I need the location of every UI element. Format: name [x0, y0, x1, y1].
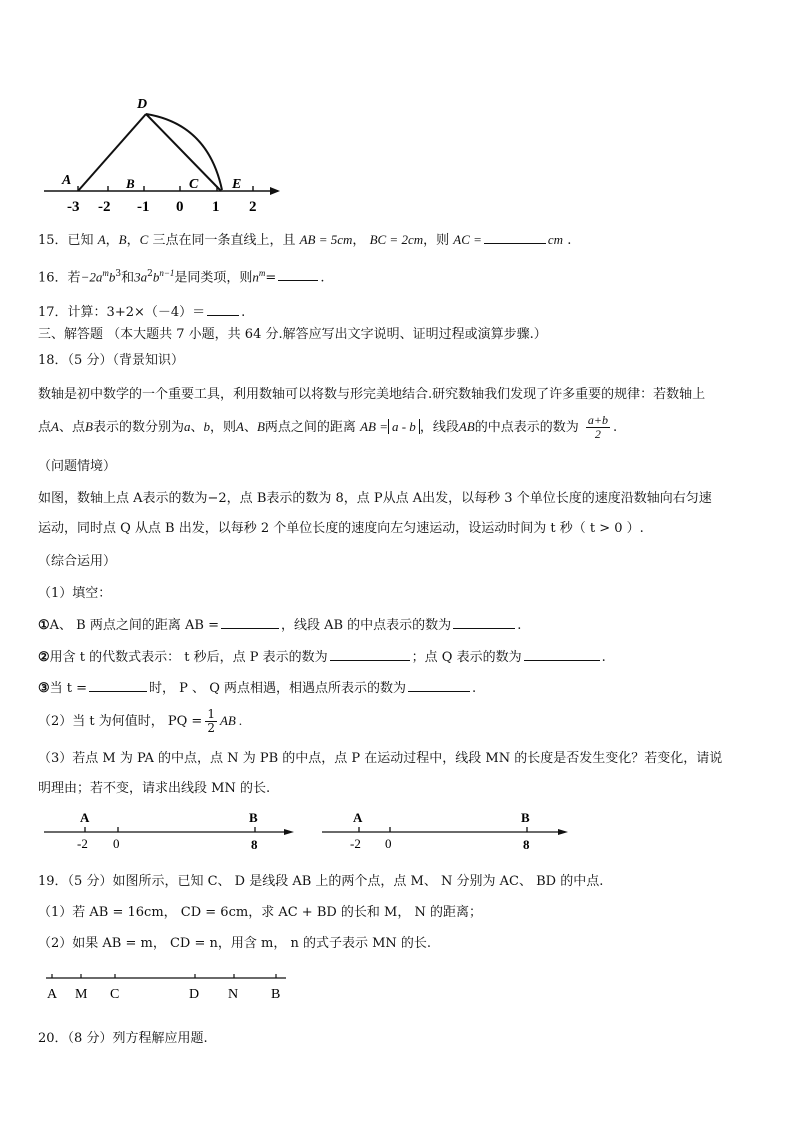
q16-text-2: 是同类项，则 [174, 270, 253, 286]
nl1-label-b: B [249, 810, 258, 825]
q15-eq-ac: AC = [453, 232, 482, 247]
q18-p2-text-6: ，线段 [419, 420, 459, 435]
q16-term2-exp2: n−1 [159, 268, 175, 278]
question-17 [38, 301, 245, 322]
q16-number: 16． [38, 270, 68, 286]
fig-label-D: D [137, 97, 148, 112]
nl2-tick-n2: -2 [350, 836, 361, 851]
q18-p2-ab-eq: AB = [360, 419, 388, 434]
circle-num-1: ① [38, 618, 50, 633]
q17-answer-blank[interactable] [207, 301, 239, 316]
q18-paragraph-4: 运动，同时点 Q 从点 B 出发，以每秒 2 个单位长度的速度向左匀速运动，设运动时间为 t 秒（ t > 0 ）. [38, 521, 644, 536]
q16-answer-blank[interactable] [278, 266, 318, 281]
nl2-tick-0: 0 [385, 836, 392, 851]
q18-p2-a2: A [235, 419, 244, 434]
q18-p2-text-4: ，则 [209, 420, 236, 435]
fraction-denominator: 2 [594, 427, 601, 441]
q16-term2: 3a [134, 269, 148, 285]
q18-p2-text: 点 [38, 420, 52, 435]
q18-p2-text-2: 、点 [58, 420, 85, 435]
question-16 [38, 264, 324, 287]
q16-term1-exp2: 3 [115, 269, 122, 279]
q15-end: . [567, 233, 572, 248]
q16-term1: −2a [80, 269, 103, 285]
question-15: 15．已知 A，B，C 三点在同一条直线上，且 AB = 5cm， BC = 2cm，则 AC = cm . [38, 229, 571, 250]
q18-s2-text-2: ；点 Q 表示的数为 [411, 650, 522, 665]
fig-label-A: A [62, 173, 72, 188]
q20-header: 20．（8 分）列方程解应用题. [38, 1031, 208, 1046]
q18-s3-text-2: 时， P 、 Q 两点相遇，相遇点所表示的数为 [149, 681, 406, 696]
q18-header: 18．（5 分）（背景知识） [38, 353, 184, 368]
q19-part-1: （1）若 AB = 16cm， CD = 6cm，求 AC + BD 的长和 M， N 的距离； [38, 905, 483, 920]
fig-tick-n1: -1 [137, 199, 150, 215]
q19-header: 19．（5 分）如图所示，已知 C、 D 是线段 AB 上的两个点，点 M、 N 分别为 AC、 BD 的中点. [38, 874, 604, 889]
q18-part-2 [38, 708, 242, 735]
nl1-label-a: A [80, 810, 90, 825]
q18-fill-heading: （1）填空： [38, 586, 112, 601]
fig-tick-0: 0 [176, 199, 184, 215]
q15-point-a: A [97, 232, 106, 247]
q15-text: 已知 [67, 233, 94, 248]
q18-s2-blank-1[interactable] [330, 646, 410, 661]
fig-tick-1: 1 [212, 199, 220, 215]
fig-tick-n3: -3 [67, 199, 80, 215]
q17-text: 计算：3+2×（－4）＝ [67, 305, 206, 320]
half-fraction [205, 708, 217, 735]
nl2-label-b: B [521, 810, 530, 825]
q18-p2-ab: AB [458, 419, 475, 434]
q16-text: 若 [67, 270, 81, 286]
q18-p2-var-b: b [203, 419, 210, 434]
nl1-tick-n2: -2 [77, 836, 88, 851]
q16-expr: n [252, 269, 259, 285]
q18-p2-text-3: 表示的数分别为 [92, 420, 184, 435]
q16-expr-exp: m [258, 268, 266, 278]
q17-number: 17． [38, 305, 68, 320]
seg-label-n: N [228, 987, 239, 1002]
seg-label-m: M [75, 987, 88, 1002]
nl1-tick-8: 8 [251, 837, 258, 852]
q18-sub-3 [38, 677, 476, 698]
half-denominator: 2 [207, 721, 215, 735]
q18-s2-end: . [601, 650, 606, 665]
circle-num-2: ② [38, 650, 50, 665]
q18-number-line-1 [44, 808, 300, 858]
nl2-tick-8: 8 [523, 837, 530, 852]
q18-q2-ab: AB . [219, 713, 243, 728]
fig-label-B: B [126, 176, 135, 191]
q18-apply-heading: （综合运用） [38, 554, 117, 569]
q18-s3-end: . [471, 681, 477, 696]
q18-s2-blank-2[interactable] [524, 646, 600, 661]
fraction-numerator: a+b [587, 413, 608, 427]
q18-q2-text: （2）当 t 为何值时， PQ = [38, 714, 203, 729]
seg-label-d: D [189, 987, 200, 1002]
q16-end: . [320, 270, 325, 286]
q18-p2-end: . [612, 420, 618, 435]
q18-sub-2 [38, 646, 606, 667]
q18-paragraph-3: 如图，数轴上点 A表示的数为−2，点 B表示的数为 8，点 P从点 A出发，以每秒 3 个单位长度的速度沿数轴向右匀速 [38, 491, 712, 506]
section-3-heading: 三、解答题 （本大题共 7 小题，共 64 分.解答应写出文字说明、证明过程或演算步骤.） [38, 327, 547, 342]
q18-situation-heading: （问题情境） [38, 459, 117, 474]
fig-label-E: E [232, 177, 242, 192]
q18-part-3-line-2: 明理由；若不变，请求出线段 MN 的长. [38, 781, 271, 796]
q16-term2-exp1: 2 [147, 269, 153, 279]
q19-segment-figure [40, 970, 300, 1006]
fig-label-C: C [189, 177, 199, 192]
q18-s1-text: A、 B 两点之间的距离 AB = [49, 618, 219, 633]
q18-sub-1 [38, 614, 521, 635]
q18-p2-a: A [51, 419, 59, 434]
q18-number-line-2 [322, 808, 578, 858]
q15-number: 15． [38, 233, 68, 248]
q15-eq-ab: AB = 5cm [299, 232, 353, 247]
q18-paragraph-2 [38, 413, 617, 442]
q15-point-c: C [139, 232, 149, 247]
fig-tick-n2: -2 [98, 199, 111, 215]
q18-s1-end: . [517, 618, 522, 633]
q18-p2-text-7: 的中点表示的数为 [474, 420, 579, 435]
q16-eq: = [265, 270, 277, 286]
q18-p2-var-a: a [183, 419, 191, 434]
q18-p2-b: B [84, 419, 93, 434]
q18-s3-text: 当 t = [49, 681, 88, 696]
q18-paragraph-1: 数轴是初中数学的一个重要工具，利用数轴可以将数与形完美地结合.研究数轴我们发现了许多重要的规律：若数轴上 [38, 387, 706, 402]
q18-p2-sep: 、 [190, 420, 204, 435]
seg-label-b: B [271, 987, 281, 1002]
midpoint-fraction [586, 414, 610, 441]
q18-p2-text-5: 两点之间的距离 [264, 420, 356, 435]
q18-s1-blank-2[interactable] [453, 614, 515, 629]
q18-p2-sep-2: 、 [243, 420, 257, 435]
q17-end: . [241, 305, 246, 320]
nl1-tick-0: 0 [113, 836, 120, 851]
q18-s1-blank-1[interactable] [221, 614, 279, 629]
q18-s3-blank-1[interactable] [89, 677, 147, 692]
q18-s3-blank-2[interactable] [408, 677, 470, 692]
q18-p2-b2: B [256, 419, 265, 434]
q18-s2-text: 用含 t 的代数式表示： t 秒后，点 P 表示的数为 [49, 650, 328, 665]
q19-part-2: （2）如果 AB = m， CD = n，用含 m， n 的式子表示 MN 的长. [38, 936, 432, 951]
q15-eq-bc: BC = 2cm [369, 232, 424, 247]
q18-abs-value: a - b [388, 419, 420, 434]
seg-label-c: C [110, 987, 120, 1002]
q18-part-3-line-1: （3）若点 M 为 PA 的中点，点 N 为 PB 的中点，点 P 在运动过程中，线段 MN 的长度是否发生变化？若变化，请说 [38, 751, 723, 766]
fig-tick-2: 2 [249, 199, 257, 215]
q18-s1-text-2: ，线段 AB 的中点表示的数为 [280, 618, 452, 633]
q16-term1-b: b [108, 269, 116, 285]
q16-and: 和 [121, 270, 135, 286]
q15-text-3: ，则 [423, 233, 450, 248]
q15-unit: cm [547, 232, 564, 247]
q15-text-2: 三点在同一条直线上，且 [152, 233, 296, 248]
circle-num-3: ③ [38, 681, 50, 696]
q15-point-b: B [118, 232, 127, 247]
seg-label-a: A [47, 987, 58, 1002]
number-line-figure-top [40, 90, 290, 216]
half-numerator: 1 [207, 707, 215, 721]
q15-answer-blank[interactable] [484, 229, 546, 244]
nl2-label-a: A [353, 810, 363, 825]
q16-term2-b: b [152, 269, 160, 285]
q16-term1-exp1: m [102, 268, 109, 278]
